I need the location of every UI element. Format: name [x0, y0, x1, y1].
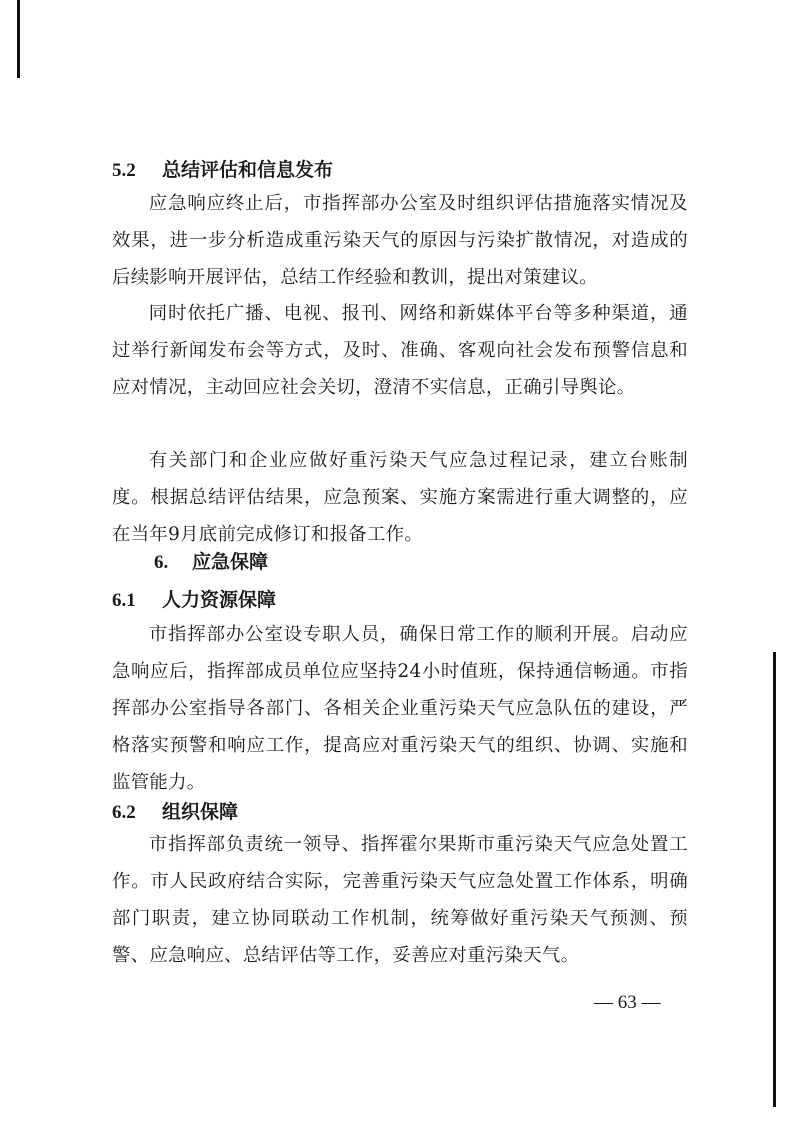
page-number: — 63 — [594, 992, 661, 1013]
section-heading-6-1 [112, 588, 276, 613]
scan-edge-line-right [773, 652, 776, 1107]
paragraph: 同时依托广播、电视、报刊、网络和新媒体平台等多种渠道，通过举行新闻发布会等方式，及时、准确、客观向社会发布预警信息和应对情况，主动回应社会关切，澄清不实信息，正确引导舆论。 [112, 303, 688, 398]
paragraph: 市指挥部办公室设专职人员，确保日常工作的顺利开展。启动应急响应后，指挥部成员单位应坚持24小时值班，保持通信畅通。市指挥部办公室指导各部门、各相关企业重污染天气应急队伍的建设，严格落实预警和响应工作，提高应对重污染天气的组织、协调、实施和监管能力。 [112, 624, 688, 793]
section-heading-6 [154, 550, 268, 575]
section-number: 6.2 [112, 802, 136, 823]
section-title: 总结评估和信息发布 [162, 159, 334, 181]
section-number: 6. [154, 552, 169, 573]
section-heading-5-2 [112, 158, 333, 183]
section-number: 5.2 [112, 160, 136, 181]
scan-edge-line-left [17, 0, 20, 78]
section-title: 应急保障 [192, 551, 269, 573]
section-title: 人力资源保障 [162, 589, 277, 611]
section-title: 组织保障 [162, 801, 239, 823]
paragraph: 有关部门和企业应做好重污染天气应急过程记录，建立台账制度。根据总结评估结果，应急预案、实施方案需进行重大调整的，应在当年9月底前完成修订和报备工作。 [112, 450, 688, 545]
paragraph: 市指挥部负责统一领导、指挥霍尔果斯市重污染天气应急处置工作。市人民政府结合实际，完善重污染天气应急处置工作体系，明确部门职责，建立协同联动工作机制，统筹做好重污染天气预测、预警、应急响应、总结评估等工作，妥善应对重污染天气。 [112, 834, 688, 966]
section-heading-6-2 [112, 800, 238, 825]
paragraph: 应急响应终止后，市指挥部办公室及时组织评估措施落实情况及效果，进一步分析造成重污染天气的原因与污染扩散情况，对造成的后续影响开展评估，总结工作经验和教训，提出对策建议。 [112, 193, 688, 288]
section-number: 6.1 [112, 590, 136, 611]
